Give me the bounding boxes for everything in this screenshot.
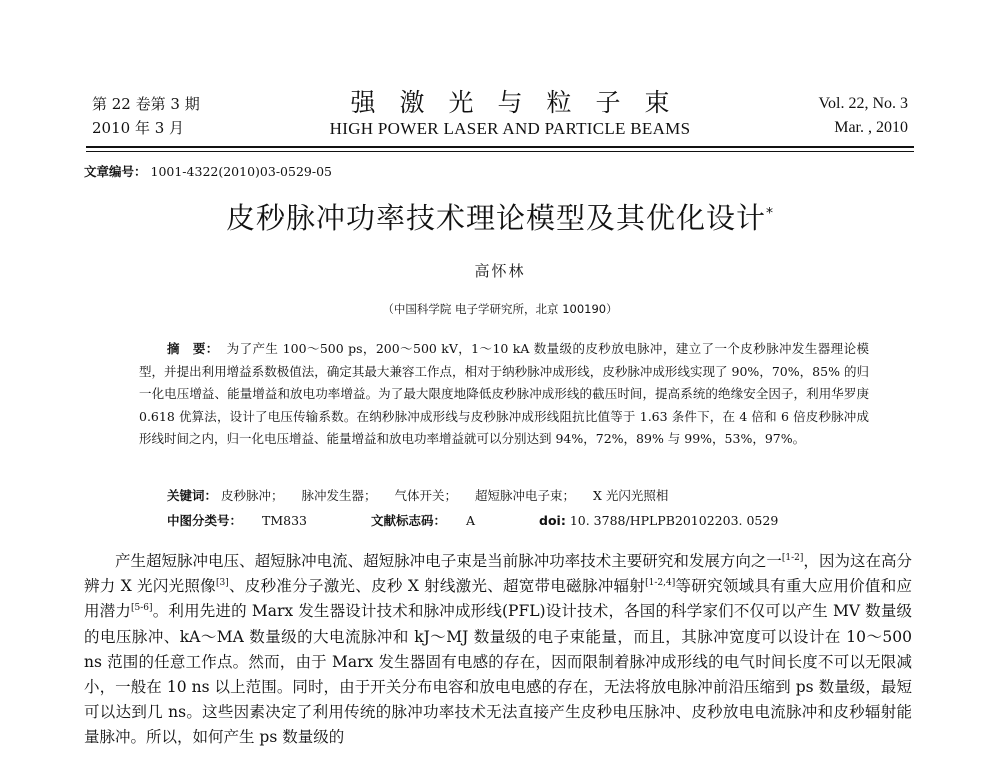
article-number xyxy=(84,162,332,180)
article-number-value: 1001-4322(2010)03-0529-05 xyxy=(150,164,332,179)
keyword-item: 脉冲发生器； xyxy=(301,488,377,503)
header-rule-thick xyxy=(86,146,914,148)
abstract-text: 为了产生 100～500 ps，200～500 kV，1～10 kA 数量级的皮秒放电脉冲，建立了一个皮秒脉冲发生器理论模型，并提出利用增益系数极值法，确定其最大兼容工作点，相对于纳秒脉冲成形线，皮秒脉冲成形线实现了 90%，70%，85% 的归一化电压增益、能量增益和放电功率增益。为了最大限度地降低皮秒脉冲成形线的截压时间，提高系统的绝缘安全因子，利用华罗庚 0.618 优算法，设计了电压传输系数。在纳秒脉冲成形线与皮秒脉冲成形线阻抗比值等于 1.63 条件下，在 4 倍和 6 倍皮秒脉冲成形线时间之内，归一化电压增益、能量增益和放电功率增益就可以分别达到 94%，72%，89% 与 99%，53%，97%。 xyxy=(139,341,869,446)
document-code-label: 文献标志码： xyxy=(370,513,446,528)
body-text-segment: 产生超短脉冲电压、超短脉冲电流、超短脉冲电子束是当前脉冲功率技术主要研究和发展方向之一 xyxy=(115,552,782,570)
classification-line xyxy=(167,511,778,529)
keyword-item: 气体开关； xyxy=(394,488,458,503)
author-name: 高怀林 xyxy=(474,262,526,280)
issue-month: Mar. , 2010 xyxy=(834,119,908,136)
keyword-item: X 光闪光照相 xyxy=(593,488,669,503)
volume-info-english xyxy=(819,92,909,140)
journal-name-english: HIGH POWER LASER AND PARTICLE BEAMS xyxy=(329,119,691,138)
issue-info xyxy=(92,92,200,140)
clc-value: TM833 xyxy=(262,513,307,528)
keyword-item: 超短脉冲电子束； xyxy=(475,488,576,503)
paper-title xyxy=(0,196,1000,237)
volume-number: Vol. 22, No. 3 xyxy=(818,95,908,112)
issue-date: 2010 年 3 月 xyxy=(92,119,185,137)
author-affiliation: （中国科学院 电子学研究所，北京 100190） xyxy=(382,302,618,316)
journal-name xyxy=(290,88,730,140)
citation[interactable]: [3] xyxy=(215,578,229,589)
doi-label: doi: xyxy=(539,513,566,528)
body-text-segment: 等研究领域具有重大应用价值和应用潜力 xyxy=(84,577,913,621)
header-rule-thin xyxy=(86,151,914,152)
keywords xyxy=(167,486,668,504)
title-footnote-mark: * xyxy=(766,205,774,222)
abstract-label: 摘 要： xyxy=(167,341,219,356)
citation[interactable]: [1-2] xyxy=(781,552,804,563)
body-paragraph xyxy=(84,549,912,751)
keyword-item: 皮秒脉冲； xyxy=(221,488,284,503)
citation[interactable]: [5-6] xyxy=(131,603,153,614)
article-number-label: 文章编号： xyxy=(84,164,147,179)
document-code-value: A xyxy=(465,513,476,528)
journal-name-chinese: 强激光与粒子束 xyxy=(350,88,694,117)
abstract xyxy=(139,338,869,451)
body-text-segment: 。利用先进的 Marx 发生器设计技术和脉冲成形线(PFL)设计技术，各国的科学家们不仅可以产生 MV 数量级的电压脉冲、kA～MA 数量级的大电流脉冲和 kJ～MJ 数量级的电子束能量，而且，其脉冲宽度可以设计在 10～500 ns 范围的任意工作点。然而，由于 Marx 发生器固有电感的存在，因而限制着脉冲成形线的电气时间长度不可以无限减小，一般在 10 ns 以上范围。同时，由于开关分布电容和放电电感的存在，无法将放电脉冲前沿压缩到 ps 数量级，最短可以达到几 ns。这些因素决定了利用传统的脉冲功率技术无法直接产生皮秒电压脉冲、皮秒放电电流脉冲和皮秒辐射能量脉冲。所以，如何产生 ps 数量级的 xyxy=(84,602,912,747)
body-text-segment: 、皮秒准分子激光、皮秒 X 射线激光、超宽带电磁脉冲辐射 xyxy=(228,577,646,596)
paper-title-text: 皮秒脉冲功率技术理论模型及其优化设计 xyxy=(225,201,766,235)
citation[interactable]: [1-2,4] xyxy=(645,578,676,589)
keywords-label: 关键词： xyxy=(167,488,218,503)
body-text-segment: ，因为这在高分辨力 X 光闪光照像 xyxy=(84,552,912,596)
doi-value[interactable]: 10. 3788/HPLPB20102203. 0529 xyxy=(569,513,779,528)
volume-issue: 第 22 卷第 3 期 xyxy=(92,95,200,113)
clc-label: 中图分类号： xyxy=(167,513,243,528)
